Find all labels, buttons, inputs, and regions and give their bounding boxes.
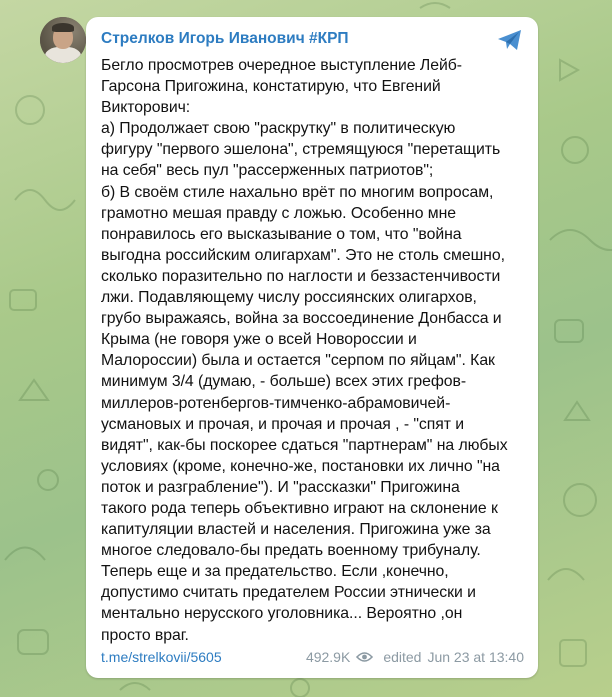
edited-label: edited [383,649,422,665]
message-bubble [86,17,538,678]
share-icon [496,28,524,52]
message-timestamp: Jun 23 at 13:40 [427,649,524,665]
share-button[interactable] [496,28,524,52]
message-meta [306,647,524,667]
avatar-hair [52,23,74,32]
view-count: 492.9K [305,649,351,665]
channel-name[interactable]: Стрелков Игорь Иванович #КРП [101,30,349,47]
message-text: Бегло просмотрев очередное выступление Лейб- Гарсона Пригожина, констатирую, что Евгений Викторович: а) Продолжает свою "раскрутку" в политическую фигуру "первого эшелона", стремящуюся "перетащить на себя" весь пул "рассерженных патриотов"; б) В своём стиле нахально врёт по многим вопросам, грамотно мешая правду с ложью. Особенно мне понравилось его высказывание о том, что "война выгодна российским олигархам". Это не столь смешно, сколько поразительно по наглости и беззастенчивости лжи. Подавляющему числу россиянских олигархов, грубо выражаясь, война за воссоединение Донбасса и Крыма (не говоря уже о всей Новороссии и Малороссии) была и остается "серпом по яйцам". Как минимум 3/4 (думаю, - больше) всех этих грефов- миллеров-ротенбергов-тимченко-абрамовичей- усмановых и прочая, и прочая и прочая , - "спят и видят", как-бы поскорее сдаться "партнерам" на любых условиях (кроме, конечно-же, постановки их лично "на поток и разграбление"). И "рассказки" Пригожина такого рода теперь объективно играют на склонение к капитуляции властей и населения. Пригожина уже за многое следовало-бы предать военному трибуналу. Теперь еще и за предательство. Если ,конечно, допустимо считать предателем России этнически и ментально нерусского уголовника... Вероятно ,он просто враг. [101,57,508,644]
post-link[interactable]: t.me/strelkovii/5605 [101,649,222,665]
channel-avatar[interactable] [40,17,86,63]
avatar-body [45,47,81,63]
eye-icon [356,651,373,663]
message-footer [101,647,524,667]
